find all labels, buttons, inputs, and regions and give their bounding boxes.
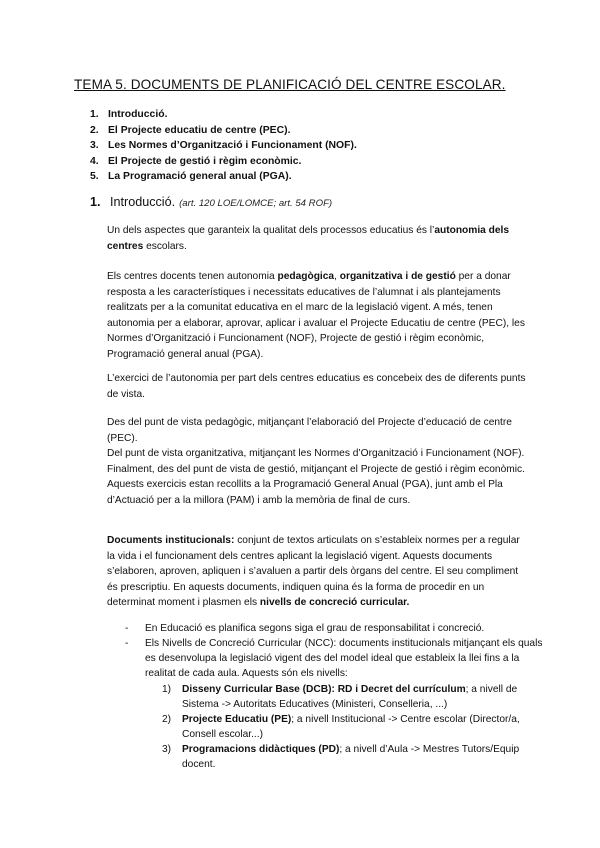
toc-item: 3. Les Normes d’Organització i Funcionament (NOF).: [90, 140, 357, 151]
level-item: 3) Programacions didàctiques (PD); a nivell d’Aula -> Mestres Tutors/Equip docent.: [162, 744, 520, 771]
table-of-contents: [90, 107, 357, 185]
paragraph-exercise: L’exercici de l’autonomia per part dels centres educatius es concebeix des de diferents punts de vista.: [107, 373, 526, 400]
legal-reference: (art. 120 LOE/LOMCE; art. 54 ROF): [179, 198, 333, 209]
paragraph-autonomy: Un dels aspectes que garanteix la qualitat dels processos educatius és l’autonomia dels centres escolars.: [107, 225, 510, 252]
paragraph-centres: Els centres docents tenen autonomia pedagògica, organitzativa i de gestió per a donar resposta a les característiques i necessitats educatives de l’alumnat i als plantejaments realitzats per a la comunitat educativa en el marc de la legislació vigent. A més, tenen autonomia per a elaborar, aprovar, aplicar i avaluar el Projecte Educatiu de centre (PEC), les Normes d’Organització i Funcionament (NOF), Projecte de gestió i règim econòmic, Programació general anual (PGA).: [107, 271, 525, 360]
toc-item: 2. El Projecte educatiu de centre (PEC).: [90, 124, 291, 136]
section-heading: 1. Introducció. (art. 120 LOE/LOMCE; art. 54 ROF): [90, 195, 333, 209]
level-item: 2) Projecte Educatiu (PE); a nivell Institucional -> Centre escolar (Director/a, Consell escolar...): [162, 714, 520, 741]
toc-item: 4. El Projecte de gestió i règim econòmic.: [90, 155, 302, 167]
document-title: TEMA 5. DOCUMENTS DE PLANIFICACIÓ DEL CENTRE ESCOLAR.: [74, 77, 506, 92]
toc-item: 1. Introducció.: [90, 109, 168, 120]
list-item: - En Educació es planifica segons siga el grau de responsabilitat i concreció.: [125, 623, 485, 634]
toc-item: 5. La Programació general anual (PGA).: [90, 171, 292, 182]
paragraph-institutional-documents: Documents institucionals: conjunt de textos articulats on s’estableix normes per a regular la vida i el funcionament dels centres aplicant la legislació vigent. Aquests documents s’elaboren, aproven, apliquen i s’avaluen a partir dels òrgans del centre. El seu compliment és prescriptiu. En aquests documents, indiquen quina és la forma de procedir en un determinat moment i plasmen els nivells de concreció curricular.: [107, 535, 520, 609]
level-item: 1) Disseny Curricular Base (DCB): RD i Decret del currículum; a nivell de Sistema -> Autoritats Educatives (Ministeri, Conselleria, ...): [162, 684, 518, 711]
list-item: - Els Nivells de Concreció Curricular (NCC): documents institucionals mitjançant els quals es desenvolupa la legislació vigent des del model ideal que estableix la llei fins a la realitat de cada aula. Aquests són els nivells:: [125, 638, 543, 680]
paragraph-viewpoints: Des del punt de vista pedagògic, mitjançant l’elaboració del Projecte d’educació de centre (PEC). Del punt de vista organitzativa, mitjançant les Normes d’Organització i Funcionament (NOF). Finalment, des del punt de vista de gestió, mitjançant el Projecte de gestió i règim econòmic. Aquests exercicis estan recollits a la Programació General Anual (PGA), junt amb el Pla d’Actuació per a la millora (PAM) i amb la memòria de final de curs.: [107, 417, 525, 506]
